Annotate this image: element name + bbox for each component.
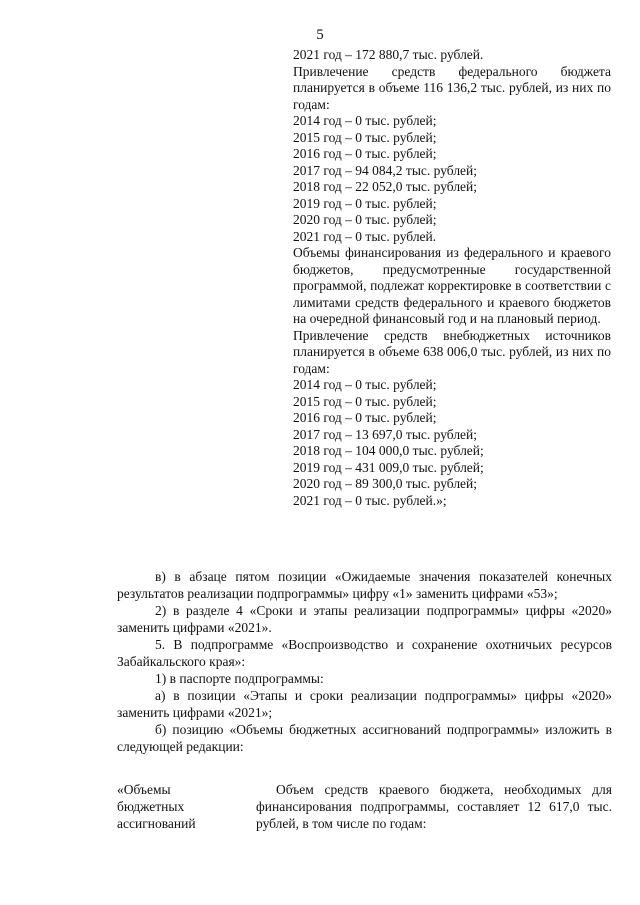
passport-table	[117, 781, 612, 832]
text-line: 2021 год – 172 880,7 тыс. рублей.	[293, 47, 484, 62]
text-paragraph: Привлечение средств внебюджетных источников планируется в объеме 638 006,0 тыс. рублей, из них по годам:	[293, 327, 611, 376]
text-line: 2016 год – 0 тыс. рублей;	[293, 410, 437, 425]
text-paragraph: Привлечение средств федерального бюджета планируется в объеме 116 136,2 тыс. рублей, из них по годам:	[293, 63, 611, 112]
text-line: 2020 год – 0 тыс. рублей;	[293, 212, 437, 227]
text-line: 2018 год – 22 052,0 тыс. рублей;	[293, 179, 478, 194]
text-paragraph: Объемы финансирования из федерального и краевого бюджетов, предусмотренные государственной программой, подлежат корректировке в соответствии с лимитами средств федерального и краевого бюджетов на очередной финансовый год и на плановый период.	[293, 245, 611, 326]
text-line: 2020 год – 89 300,0 тыс. рублей;	[293, 476, 478, 491]
funding-column	[293, 47, 611, 509]
text-line: 2016 год – 0 тыс. рублей;	[293, 146, 437, 161]
text-line: 2014 год – 0 тыс. рублей;	[293, 113, 437, 128]
text-line: 2015 год – 0 тыс. рублей;	[293, 393, 437, 409]
table-label-line: ассигнований	[117, 816, 196, 831]
text-line: 2021 год – 0 тыс. рублей.»;	[293, 492, 447, 508]
paragraph: б) позицию «Объемы бюджетных ассигнований подпрограммы» изложить в следующей редакции:	[117, 722, 612, 754]
text-line: 2018 год – 104 000,0 тыс. рублей;	[293, 443, 484, 458]
paragraph: а) в позиции «Этапы и сроки реализации подпрограммы» цифры «2020» заменить цифрами «2021»;	[117, 688, 612, 720]
text-line: 2019 год – 431 009,0 тыс. рублей;	[293, 459, 484, 475]
text-line: 2017 год – 94 084,2 тыс. рублей;	[293, 162, 478, 178]
paragraph: 1) в паспорте подпрограммы:	[155, 671, 324, 686]
table-label-line: «Объемы	[117, 782, 171, 797]
table-label-cell	[117, 781, 256, 832]
paragraph: 5. В подпрограмме «Воспроизводство и сохранение охотничьих ресурсов Забайкальского края»:	[117, 637, 612, 669]
text-line: 2017 год – 13 697,0 тыс. рублей;	[293, 426, 478, 442]
text-line: 2015 год – 0 тыс. рублей;	[293, 129, 437, 145]
text-line: 2014 год – 0 тыс. рублей;	[293, 377, 437, 392]
table-value-cell: Объем средств краевого бюджета, необходимых для финансирования подпрограммы, составляет 12 617,0 тыс. рублей, в том числе по годам:	[256, 782, 612, 831]
page-number: 5	[316, 27, 324, 43]
text-line: 2021 год – 0 тыс. рублей.	[293, 228, 437, 244]
table-label-line: бюджетных	[117, 799, 185, 814]
main-text	[117, 568, 612, 755]
paragraph: в) в абзаце пятом позиции «Ожидаемые значения показателей конечных результатов реализации подпрограммы» цифру «1» заменить цифрами «53»;	[117, 569, 612, 601]
paragraph: 2) в разделе 4 «Сроки и этапы реализации подпрограммы» цифры «2020» заменить цифрами «2021».	[117, 603, 612, 635]
text-line: 2019 год – 0 тыс. рублей;	[293, 195, 437, 211]
